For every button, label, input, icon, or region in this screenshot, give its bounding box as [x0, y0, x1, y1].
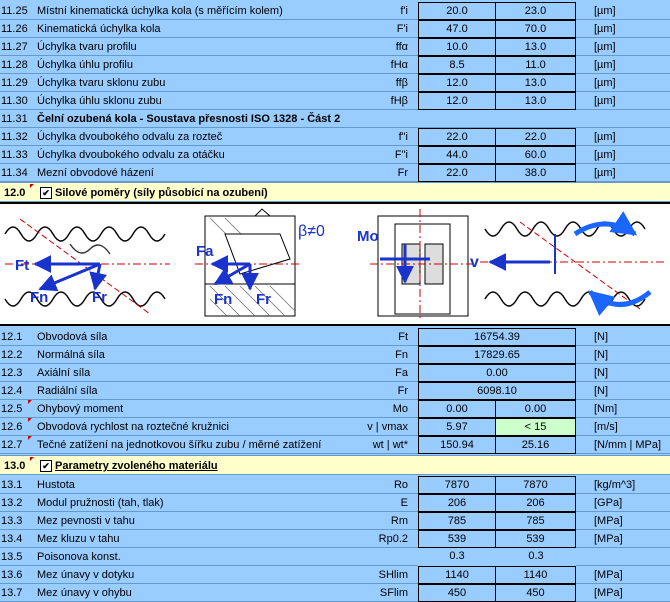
- value-cell-2[interactable]: 13.0: [496, 74, 576, 92]
- row-symbol: ffα: [395, 41, 408, 53]
- row-number: 11.34: [1, 167, 28, 179]
- table-row: [0, 512, 670, 530]
- row-number: 11.28: [1, 59, 28, 71]
- value-cell-2[interactable]: < 15: [496, 418, 576, 436]
- row-unit: [N]: [594, 331, 609, 343]
- value-cell-1[interactable]: 12.0: [418, 92, 496, 110]
- row-label: Poisonova konst.: [37, 551, 121, 563]
- row-number: 12.4: [1, 385, 23, 397]
- value-cell-2[interactable]: 13.0: [496, 92, 576, 110]
- value-cell-2[interactable]: 539: [496, 530, 576, 548]
- row-unit: [MPa]: [594, 515, 623, 527]
- row-unit: [kg/m^3]: [594, 479, 636, 491]
- table-row: [0, 92, 670, 110]
- value-cell-1[interactable]: 22.0: [418, 128, 496, 146]
- row-symbol: Ro: [393, 479, 408, 491]
- row-symbol: Rm: [390, 515, 408, 527]
- value-cell[interactable]: 0.00: [418, 364, 576, 382]
- row-symbol: E: [400, 497, 408, 509]
- row-number: 11.32: [1, 131, 28, 143]
- section-title: Silové poměry (síly působící na ozubení): [55, 187, 268, 199]
- value-cell-1[interactable]: 10.0: [418, 38, 496, 56]
- table-row: [0, 566, 670, 584]
- row-number: 12.5: [1, 403, 23, 415]
- row-number: 13.7: [1, 587, 23, 599]
- value-cell-1[interactable]: 0.3: [418, 548, 496, 566]
- figure-label-fn-2: Fn: [214, 291, 233, 308]
- value-cell-2[interactable]: 38.0: [496, 164, 576, 182]
- value-cell-1[interactable]: 206: [418, 494, 496, 512]
- row-symbol: Rp0.2: [378, 533, 408, 545]
- section-header-forces: [0, 182, 670, 202]
- figure-label-beta: β≠0: [298, 223, 325, 240]
- row-number: 13.1: [1, 479, 23, 491]
- row-label: Tečné zatížení na jednotkovou šířku zubu / měrné zatížení: [37, 439, 322, 451]
- row-number: 11.25: [1, 5, 28, 17]
- row-label: Obvodová síla: [37, 331, 108, 343]
- gear-cross-section-diagram: [378, 216, 468, 316]
- row-unit: [N/mm | MPa]: [594, 439, 662, 451]
- value-cell-1[interactable]: 5.97: [418, 418, 496, 436]
- row-unit: [µm]: [594, 59, 616, 71]
- value-cell-2[interactable]: 450: [496, 584, 576, 602]
- comment-marker-icon: [28, 418, 32, 422]
- row-number: 13.5: [1, 551, 23, 563]
- value-cell-2[interactable]: 13.0: [496, 38, 576, 56]
- row-label: Úchylka tvaru sklonu zubu: [37, 77, 166, 89]
- row-label: Úchylka úhlu sklonu zubu: [37, 95, 162, 107]
- row-label: Úchylka tvaru profilu: [37, 41, 137, 53]
- row-label: Úchylka dvoubokého odvalu za otáčku: [37, 149, 225, 161]
- figure-label-ft: Ft: [15, 257, 30, 274]
- row-label: Mez únavy v ohybu: [37, 587, 132, 599]
- section-checkbox[interactable]: ✔: [40, 187, 52, 199]
- value-cell-1[interactable]: 7870: [418, 476, 496, 494]
- table-row: [0, 328, 670, 346]
- value-cell-1[interactable]: 785: [418, 512, 496, 530]
- row-unit: [Nm]: [594, 403, 618, 415]
- row-label: Mezní obvodové házení: [37, 167, 154, 179]
- value-cell-2[interactable]: 70.0: [496, 20, 576, 38]
- value-cell-1[interactable]: 8.5: [418, 56, 496, 74]
- row-number: 12.2: [1, 349, 23, 361]
- value-cell-1[interactable]: 44.0: [418, 146, 496, 164]
- table-row: [0, 2, 670, 20]
- section-checkbox[interactable]: ✔: [40, 460, 52, 472]
- section-title: Parametry zvoleného materiálu: [55, 460, 218, 472]
- row-unit: [µm]: [594, 41, 616, 53]
- comment-marker-icon: [28, 400, 32, 404]
- value-cell-2[interactable]: 22.0: [496, 128, 576, 146]
- row-unit: [µm]: [594, 23, 616, 35]
- table-row: [0, 584, 670, 602]
- table-row: [0, 436, 670, 454]
- comment-marker-icon: [28, 436, 32, 440]
- value-cell-2[interactable]: 7870: [496, 476, 576, 494]
- row-unit: [GPa]: [594, 497, 623, 509]
- value-cell-2[interactable]: 25.16: [496, 436, 576, 454]
- row-label: Mez kluzu v tahu: [37, 533, 120, 545]
- subheader-title: Čelní ozubená kola - Soustava přesnosti ISO 1328 - Část 2: [37, 113, 341, 125]
- row-label: Normálná síla: [37, 349, 105, 361]
- value-cell-2[interactable]: 785: [496, 512, 576, 530]
- value-cell[interactable]: 6098.10: [418, 382, 576, 400]
- gear-rotation-diagram: [485, 222, 645, 306]
- row-number: 11.33: [1, 149, 28, 161]
- row-unit: [µm]: [594, 5, 616, 17]
- row-label: Kinematická úchylka kola: [37, 23, 161, 35]
- value-cell-1[interactable]: 539: [418, 530, 496, 548]
- value-cell-2[interactable]: 0.00: [496, 400, 576, 418]
- forces-illustration: [0, 202, 670, 326]
- row-number: 12.6: [1, 421, 23, 433]
- row-symbol: F'i: [396, 23, 408, 35]
- row-symbol: v | vmax: [367, 421, 408, 433]
- value-cell-2[interactable]: 1140: [496, 566, 576, 584]
- row-symbol: SFlim: [379, 587, 408, 599]
- section-number: 13.0: [4, 460, 26, 472]
- row-symbol: wt | wt*: [372, 439, 408, 451]
- row-number: 11.30: [1, 95, 28, 107]
- table-row: [0, 382, 670, 400]
- row-number: 13.6: [1, 569, 23, 581]
- row-label: Ohybový moment: [37, 403, 124, 415]
- row-number: 12.7: [1, 439, 23, 451]
- table-row: [0, 530, 670, 548]
- row-number: 13.4: [1, 533, 23, 545]
- row-unit: [MPa]: [594, 533, 623, 545]
- row-label: Úchylka úhlu profilu: [37, 59, 133, 71]
- table-row: [0, 38, 670, 56]
- row-unit: [µm]: [594, 131, 616, 143]
- row-symbol: Fn: [395, 349, 408, 361]
- row-symbol: SHlim: [378, 569, 408, 581]
- row-symbol: f'i: [400, 5, 408, 17]
- row-number: 13.2: [1, 497, 23, 509]
- row-unit: [N]: [594, 349, 609, 361]
- row-label: Obvodová rychlost na roztečné kružnici: [37, 421, 229, 433]
- row-unit: [µm]: [594, 77, 616, 89]
- row-symbol: Fa: [395, 367, 408, 379]
- value-cell-1[interactable]: 12.0: [418, 74, 496, 92]
- row-number: 12.3: [1, 367, 23, 379]
- table-row: [0, 418, 670, 436]
- table-row: [0, 146, 670, 164]
- section-header-material: [0, 455, 670, 475]
- figure-label-mo: Mo: [357, 228, 379, 245]
- row-label: Axiální síla: [37, 367, 91, 379]
- value-cell-2[interactable]: 23.0: [496, 2, 576, 20]
- row-label: Mez pevnosti v tahu: [37, 515, 135, 527]
- row-symbol: Fr: [397, 385, 408, 397]
- table-row: [0, 74, 670, 92]
- row-unit: [µm]: [594, 95, 616, 107]
- row-label: Místní kinematická úchylka kola (s měřícím kolem): [37, 5, 283, 17]
- row-label: Hustota: [37, 479, 75, 491]
- value-cell[interactable]: 17829.65: [418, 346, 576, 364]
- value-cell-1[interactable]: 20.0: [418, 2, 496, 20]
- row-symbol: fHα: [390, 59, 408, 71]
- row-symbol: ffβ: [395, 77, 408, 89]
- table-row: [0, 364, 670, 382]
- table-row: [0, 20, 670, 38]
- row-unit: [µm]: [594, 167, 616, 179]
- row-number: 11.29: [1, 77, 28, 89]
- value-cell-1[interactable]: 47.0: [418, 20, 496, 38]
- row-number: 12.1: [1, 331, 23, 343]
- comment-marker-icon: [30, 184, 34, 188]
- table-row: [0, 56, 670, 74]
- row-label: Radiální síla: [37, 385, 98, 397]
- value-cell-1[interactable]: 22.0: [418, 164, 496, 182]
- value-cell-2[interactable]: 0.3: [496, 548, 576, 566]
- value-cell-2[interactable]: 60.0: [496, 146, 576, 164]
- value-cell-1[interactable]: 450: [418, 584, 496, 602]
- value-cell-1[interactable]: 1140: [418, 566, 496, 584]
- table-row: [0, 346, 670, 364]
- table-row: [0, 128, 670, 146]
- row-symbol: Mo: [392, 403, 408, 415]
- table-row: [0, 164, 670, 182]
- value-cell-1[interactable]: 0.00: [418, 400, 496, 418]
- value-cell-1[interactable]: 150.94: [418, 436, 496, 454]
- row-label: Úchylka dvoubokého odvalu za rozteč: [37, 131, 223, 143]
- row-symbol: Fr: [397, 167, 408, 179]
- value-cell-2[interactable]: 11.0: [496, 56, 576, 74]
- row-symbol: f"i: [398, 131, 408, 143]
- value-cell-2[interactable]: 206: [496, 494, 576, 512]
- comment-marker-icon: [30, 457, 34, 461]
- row-unit: [N]: [594, 367, 609, 379]
- figure-label-fr-2: Fr: [256, 291, 271, 308]
- row-unit: [m/s]: [594, 421, 618, 433]
- row-number: 11.26: [1, 23, 28, 35]
- row-unit: [µm]: [594, 149, 616, 161]
- table-row: [0, 400, 670, 418]
- row-label: Mez únavy v dotyku: [37, 569, 135, 581]
- row-unit: [MPa]: [594, 569, 623, 581]
- row-number: 11.27: [1, 41, 28, 53]
- iso-subheader: [0, 110, 670, 128]
- row-number: 13.3: [1, 515, 23, 527]
- figure-label-fa: Fa: [196, 243, 214, 260]
- section-number: 12.0: [4, 187, 26, 199]
- row-label: Modul pružnosti (tah, tlak): [37, 497, 164, 509]
- row-number: 11.31: [1, 113, 28, 125]
- figure-label-fn: Fn: [30, 289, 49, 306]
- value-cell[interactable]: 16754.39: [418, 328, 576, 346]
- row-unit: [MPa]: [594, 587, 623, 599]
- row-unit: [N]: [594, 385, 609, 397]
- row-symbol: Ft: [398, 331, 408, 343]
- figure-label-fr: Fr: [92, 289, 107, 306]
- row-symbol: F"i: [394, 149, 408, 161]
- row-symbol: fHβ: [390, 95, 408, 107]
- table-row: [0, 548, 670, 566]
- table-row: [0, 476, 670, 494]
- figure-label-v: v: [470, 254, 479, 271]
- table-row: [0, 494, 670, 512]
